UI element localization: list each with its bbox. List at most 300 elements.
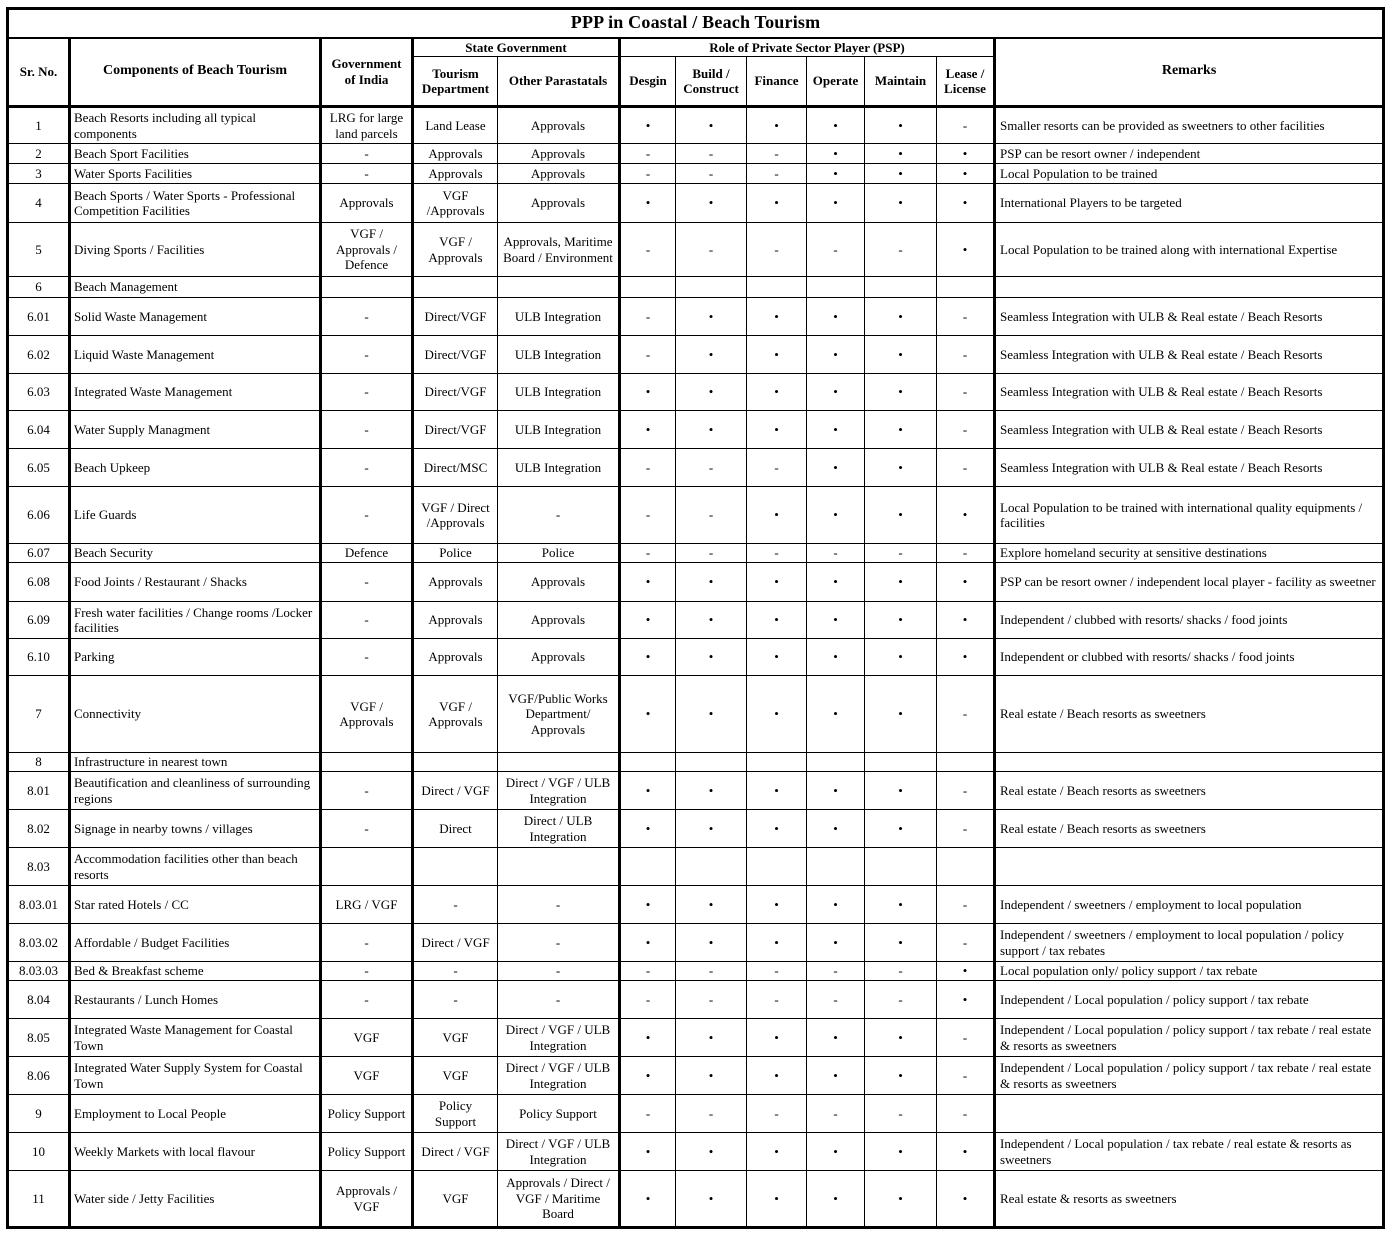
- cell-component: Signage in nearby towns / villages: [70, 810, 321, 848]
- cell-remarks: Real estate / Beach resorts as sweetners: [995, 676, 1384, 753]
- table-row: [8, 336, 1384, 374]
- cell-sr-no: 8.06: [8, 1057, 70, 1095]
- cell-component: Diving Sports / Facilities: [70, 223, 321, 277]
- cell-component: Beach Management: [70, 277, 321, 298]
- cell-remarks: Local Population to be trained along with international Expertise: [995, 223, 1384, 277]
- cell-sr-no: 8.03.03: [8, 962, 70, 981]
- cell-psp-finance: •: [747, 1171, 807, 1228]
- cell-psp-maintain: •: [865, 411, 937, 449]
- cell-psp-lease-license: •: [937, 602, 995, 639]
- cell-psp-finance: •: [747, 374, 807, 411]
- cell-psp-maintain: •: [865, 144, 937, 164]
- cell-component: Water Sports Facilities: [70, 164, 321, 184]
- cell-tourism-dept: Police: [413, 544, 498, 563]
- cell-tourism-dept: Direct/MSC: [413, 449, 498, 487]
- cell-psp-operate: [807, 848, 865, 886]
- cell-psp-design: •: [620, 374, 676, 411]
- cell-psp-build-construct: -: [676, 449, 747, 487]
- table-row: [8, 184, 1384, 223]
- cell-psp-maintain: •: [865, 1171, 937, 1228]
- cell-psp-lease-license: -: [937, 886, 995, 924]
- cell-psp-build-construct: -: [676, 144, 747, 164]
- cell-psp-build-construct: •: [676, 772, 747, 810]
- cell-psp-maintain: •: [865, 602, 937, 639]
- cell-remarks: Local Population to be trained with international quality equipments / facilities: [995, 487, 1384, 544]
- col-header-tourism-dept: Tourism Department: [413, 57, 498, 107]
- cell-other-parastatals: Police: [498, 544, 620, 563]
- cell-govt-of-india: -: [321, 924, 413, 962]
- cell-psp-operate: •: [807, 336, 865, 374]
- cell-sr-no: 1: [8, 107, 70, 144]
- cell-component: Weekly Markets with local flavour: [70, 1133, 321, 1171]
- cell-psp-design: -: [620, 336, 676, 374]
- cell-psp-design: •: [620, 1019, 676, 1057]
- cell-psp-lease-license: •: [937, 184, 995, 223]
- cell-sr-no: 5: [8, 223, 70, 277]
- cell-psp-maintain: -: [865, 962, 937, 981]
- cell-psp-design: [620, 753, 676, 772]
- cell-tourism-dept: VGF: [413, 1057, 498, 1095]
- cell-component: Employment to Local People: [70, 1095, 321, 1133]
- cell-psp-design: •: [620, 676, 676, 753]
- cell-tourism-dept: Direct / VGF: [413, 924, 498, 962]
- col-header-finance: Finance: [747, 57, 807, 107]
- cell-tourism-dept: VGF / Approvals: [413, 223, 498, 277]
- cell-psp-finance: -: [747, 962, 807, 981]
- cell-psp-design: -: [620, 449, 676, 487]
- cell-psp-maintain: •: [865, 1057, 937, 1095]
- cell-psp-lease-license: •: [937, 223, 995, 277]
- cell-tourism-dept: Direct/VGF: [413, 411, 498, 449]
- cell-other-parastatals: ULB Integration: [498, 336, 620, 374]
- cell-psp-operate: -: [807, 223, 865, 277]
- cell-psp-finance: •: [747, 107, 807, 144]
- cell-component: Life Guards: [70, 487, 321, 544]
- cell-remarks: Independent / Local population / policy support / tax rebate / real estate & resorts as sweetners: [995, 1019, 1384, 1057]
- cell-psp-finance: •: [747, 639, 807, 676]
- col-header-lease-license: Lease / License: [937, 57, 995, 107]
- cell-psp-lease-license: -: [937, 1095, 995, 1133]
- cell-remarks: Seamless Integration with ULB & Real estate / Beach Resorts: [995, 374, 1384, 411]
- cell-psp-maintain: •: [865, 676, 937, 753]
- cell-psp-build-construct: -: [676, 164, 747, 184]
- cell-component: Liquid Waste Management: [70, 336, 321, 374]
- cell-psp-maintain: -: [865, 1095, 937, 1133]
- cell-other-parastatals: Direct / ULB Integration: [498, 810, 620, 848]
- col-header-other-parastatals: Other Parastatals: [498, 57, 620, 107]
- cell-other-parastatals: [498, 753, 620, 772]
- table-row: [8, 602, 1384, 639]
- col-header-remarks: Remarks: [995, 38, 1384, 107]
- table-row: [8, 374, 1384, 411]
- cell-other-parastatals: Approvals, Maritime Board / Environment: [498, 223, 620, 277]
- cell-sr-no: 6.05: [8, 449, 70, 487]
- cell-tourism-dept: Approvals: [413, 563, 498, 602]
- cell-other-parastatals: -: [498, 487, 620, 544]
- cell-remarks: Independent / Local population / tax rebate / real estate & resorts as sweetners: [995, 1133, 1384, 1171]
- cell-psp-maintain: •: [865, 298, 937, 336]
- cell-component: Restaurants / Lunch Homes: [70, 981, 321, 1019]
- cell-sr-no: 2: [8, 144, 70, 164]
- table-row: [8, 639, 1384, 676]
- cell-tourism-dept: Direct / VGF: [413, 1133, 498, 1171]
- cell-psp-operate: •: [807, 298, 865, 336]
- cell-psp-operate: •: [807, 184, 865, 223]
- cell-govt-of-india: -: [321, 411, 413, 449]
- col-header-maintain: Maintain: [865, 57, 937, 107]
- cell-psp-maintain: •: [865, 449, 937, 487]
- table-row: [8, 487, 1384, 544]
- table-row: [8, 848, 1384, 886]
- cell-psp-design: •: [620, 924, 676, 962]
- cell-psp-build-construct: •: [676, 298, 747, 336]
- cell-psp-maintain: •: [865, 810, 937, 848]
- cell-psp-maintain: •: [865, 1133, 937, 1171]
- cell-sr-no: 6.09: [8, 602, 70, 639]
- cell-tourism-dept: Direct/VGF: [413, 374, 498, 411]
- cell-component: Integrated Water Supply System for Coastal Town: [70, 1057, 321, 1095]
- cell-psp-finance: •: [747, 336, 807, 374]
- cell-psp-lease-license: •: [937, 563, 995, 602]
- cell-tourism-dept: VGF: [413, 1019, 498, 1057]
- cell-govt-of-india: [321, 753, 413, 772]
- cell-govt-of-india: -: [321, 144, 413, 164]
- cell-psp-build-construct: -: [676, 223, 747, 277]
- cell-other-parastatals: ULB Integration: [498, 449, 620, 487]
- table-row: [8, 924, 1384, 962]
- cell-psp-design: -: [620, 487, 676, 544]
- cell-component: Parking: [70, 639, 321, 676]
- cell-govt-of-india: Approvals / VGF: [321, 1171, 413, 1228]
- cell-psp-lease-license: •: [937, 164, 995, 184]
- cell-psp-design: -: [620, 544, 676, 563]
- cell-psp-design: -: [620, 1095, 676, 1133]
- cell-psp-build-construct: -: [676, 981, 747, 1019]
- cell-tourism-dept: Land Lease: [413, 107, 498, 144]
- cell-component: Beach Sport Facilities: [70, 144, 321, 164]
- cell-govt-of-india: Policy Support: [321, 1095, 413, 1133]
- cell-psp-design: •: [620, 1057, 676, 1095]
- cell-sr-no: 8.03: [8, 848, 70, 886]
- cell-govt-of-india: VGF: [321, 1019, 413, 1057]
- cell-psp-operate: •: [807, 772, 865, 810]
- page-title: PPP in Coastal / Beach Tourism: [8, 9, 1384, 38]
- cell-other-parastatals: Approvals: [498, 184, 620, 223]
- cell-tourism-dept: Direct/VGF: [413, 298, 498, 336]
- table-row: [8, 298, 1384, 336]
- cell-psp-maintain: •: [865, 1019, 937, 1057]
- cell-psp-operate: •: [807, 164, 865, 184]
- cell-psp-design: -: [620, 981, 676, 1019]
- cell-other-parastatals: Direct / VGF / ULB Integration: [498, 772, 620, 810]
- cell-remarks: Seamless Integration with ULB & Real estate / Beach Resorts: [995, 298, 1384, 336]
- cell-component: Integrated Waste Management: [70, 374, 321, 411]
- cell-psp-maintain: •: [865, 487, 937, 544]
- cell-component: Beach Resorts including all typical components: [70, 107, 321, 144]
- cell-govt-of-india: Defence: [321, 544, 413, 563]
- cell-psp-operate: •: [807, 639, 865, 676]
- cell-remarks: Seamless Integration with ULB & Real estate / Beach Resorts: [995, 411, 1384, 449]
- cell-govt-of-india: -: [321, 810, 413, 848]
- ppp-beach-tourism-table: [6, 7, 1385, 1229]
- cell-sr-no: 7: [8, 676, 70, 753]
- col-header-sr-no: Sr. No.: [8, 38, 70, 107]
- cell-psp-design: •: [620, 563, 676, 602]
- cell-govt-of-india: -: [321, 336, 413, 374]
- table-row: [8, 753, 1384, 772]
- cell-psp-build-construct: -: [676, 487, 747, 544]
- cell-psp-operate: [807, 753, 865, 772]
- cell-psp-finance: •: [747, 886, 807, 924]
- table-row: [8, 449, 1384, 487]
- table-row: [8, 411, 1384, 449]
- cell-tourism-dept: Direct: [413, 810, 498, 848]
- cell-sr-no: 9: [8, 1095, 70, 1133]
- cell-psp-lease-license: [937, 277, 995, 298]
- cell-psp-lease-license: -: [937, 336, 995, 374]
- header-group-row: [8, 38, 1384, 57]
- cell-psp-maintain: •: [865, 886, 937, 924]
- cell-psp-lease-license: -: [937, 924, 995, 962]
- cell-sr-no: 8: [8, 753, 70, 772]
- cell-psp-build-construct: [676, 277, 747, 298]
- cell-component: Infrastructure in nearest town: [70, 753, 321, 772]
- cell-psp-design: •: [620, 639, 676, 676]
- cell-psp-operate: -: [807, 981, 865, 1019]
- cell-remarks: Seamless Integration with ULB & Real estate / Beach Resorts: [995, 336, 1384, 374]
- table-row: [8, 144, 1384, 164]
- cell-other-parastatals: Direct / VGF / ULB Integration: [498, 1133, 620, 1171]
- cell-psp-lease-license: -: [937, 107, 995, 144]
- cell-psp-maintain: -: [865, 223, 937, 277]
- cell-psp-finance: [747, 753, 807, 772]
- cell-psp-maintain: -: [865, 544, 937, 563]
- cell-component: Integrated Waste Management for Coastal Town: [70, 1019, 321, 1057]
- cell-psp-operate: -: [807, 962, 865, 981]
- cell-other-parastatals: ULB Integration: [498, 411, 620, 449]
- cell-psp-finance: •: [747, 184, 807, 223]
- cell-govt-of-india: -: [321, 487, 413, 544]
- cell-psp-operate: •: [807, 449, 865, 487]
- cell-other-parastatals: -: [498, 962, 620, 981]
- cell-psp-maintain: •: [865, 164, 937, 184]
- cell-psp-finance: •: [747, 1133, 807, 1171]
- table-row: [8, 277, 1384, 298]
- cell-psp-maintain: •: [865, 924, 937, 962]
- cell-psp-design: •: [620, 107, 676, 144]
- cell-psp-build-construct: •: [676, 563, 747, 602]
- cell-psp-lease-license: •: [937, 487, 995, 544]
- cell-psp-design: •: [620, 886, 676, 924]
- cell-psp-maintain: [865, 848, 937, 886]
- cell-sr-no: 10: [8, 1133, 70, 1171]
- cell-sr-no: 6: [8, 277, 70, 298]
- cell-psp-maintain: •: [865, 107, 937, 144]
- cell-other-parastatals: Direct / VGF / ULB Integration: [498, 1019, 620, 1057]
- cell-other-parastatals: Policy Support: [498, 1095, 620, 1133]
- cell-psp-finance: •: [747, 487, 807, 544]
- cell-govt-of-india: -: [321, 602, 413, 639]
- cell-sr-no: 8.03.01: [8, 886, 70, 924]
- cell-psp-operate: •: [807, 374, 865, 411]
- cell-psp-finance: -: [747, 144, 807, 164]
- cell-psp-operate: •: [807, 676, 865, 753]
- cell-psp-design: •: [620, 772, 676, 810]
- table-row: [8, 962, 1384, 981]
- cell-psp-design: •: [620, 810, 676, 848]
- cell-govt-of-india: LRG / VGF: [321, 886, 413, 924]
- cell-remarks: PSP can be resort owner / independent: [995, 144, 1384, 164]
- cell-psp-design: •: [620, 1133, 676, 1171]
- table-row: [8, 1133, 1384, 1171]
- cell-psp-operate: •: [807, 107, 865, 144]
- cell-psp-finance: •: [747, 563, 807, 602]
- cell-other-parastatals: Approvals: [498, 164, 620, 184]
- cell-psp-operate: •: [807, 563, 865, 602]
- cell-sr-no: 6.01: [8, 298, 70, 336]
- cell-component: Beach Sports / Water Sports - Professional Competition Facilities: [70, 184, 321, 223]
- cell-psp-build-construct: •: [676, 336, 747, 374]
- cell-tourism-dept: -: [413, 962, 498, 981]
- cell-component: Solid Waste Management: [70, 298, 321, 336]
- cell-psp-build-construct: •: [676, 374, 747, 411]
- cell-psp-finance: •: [747, 772, 807, 810]
- cell-psp-finance: •: [747, 1057, 807, 1095]
- cell-psp-build-construct: •: [676, 1057, 747, 1095]
- cell-component: Fresh water facilities / Change rooms /Locker facilities: [70, 602, 321, 639]
- cell-psp-operate: •: [807, 924, 865, 962]
- cell-psp-maintain: [865, 277, 937, 298]
- cell-psp-finance: •: [747, 602, 807, 639]
- table-row: [8, 1057, 1384, 1095]
- table-body: [8, 107, 1384, 1228]
- cell-psp-lease-license: •: [937, 639, 995, 676]
- cell-component: Bed & Breakfast scheme: [70, 962, 321, 981]
- cell-sr-no: 8.01: [8, 772, 70, 810]
- cell-other-parastatals: ULB Integration: [498, 374, 620, 411]
- cell-psp-finance: •: [747, 924, 807, 962]
- cell-psp-finance: •: [747, 1019, 807, 1057]
- cell-other-parastatals: -: [498, 924, 620, 962]
- cell-psp-maintain: •: [865, 772, 937, 810]
- cell-psp-finance: -: [747, 544, 807, 563]
- group-header-state-government: State Government: [413, 38, 620, 57]
- cell-psp-build-construct: •: [676, 924, 747, 962]
- cell-other-parastatals: Approvals / Direct / VGF / Maritime Board: [498, 1171, 620, 1228]
- cell-remarks: Real estate & resorts as sweetners: [995, 1171, 1384, 1228]
- cell-psp-operate: [807, 277, 865, 298]
- cell-govt-of-india: VGF / Approvals / Defence: [321, 223, 413, 277]
- cell-remarks: Real estate / Beach resorts as sweetners: [995, 772, 1384, 810]
- cell-govt-of-india: Approvals: [321, 184, 413, 223]
- cell-other-parastatals: Approvals: [498, 107, 620, 144]
- cell-psp-lease-license: •: [937, 981, 995, 1019]
- title-row: [8, 9, 1384, 38]
- col-header-govt-of-india: Government of India: [321, 38, 413, 107]
- cell-tourism-dept: Approvals: [413, 639, 498, 676]
- cell-psp-operate: -: [807, 544, 865, 563]
- cell-govt-of-india: [321, 277, 413, 298]
- cell-other-parastatals: [498, 277, 620, 298]
- cell-psp-finance: [747, 848, 807, 886]
- cell-other-parastatals: Approvals: [498, 602, 620, 639]
- cell-tourism-dept: [413, 277, 498, 298]
- table-row: [8, 886, 1384, 924]
- table-row: [8, 107, 1384, 144]
- cell-psp-operate: •: [807, 602, 865, 639]
- cell-psp-maintain: •: [865, 563, 937, 602]
- cell-psp-design: [620, 277, 676, 298]
- cell-psp-build-construct: •: [676, 639, 747, 676]
- cell-psp-finance: -: [747, 1095, 807, 1133]
- cell-psp-maintain: •: [865, 639, 937, 676]
- cell-component: Beautification and cleanliness of surrounding regions: [70, 772, 321, 810]
- cell-psp-design: •: [620, 602, 676, 639]
- cell-sr-no: 8.05: [8, 1019, 70, 1057]
- cell-other-parastatals: Direct / VGF / ULB Integration: [498, 1057, 620, 1095]
- cell-remarks: Independent / Local population / policy support / tax rebate / real estate & resorts as sweetners: [995, 1057, 1384, 1095]
- cell-remarks: [995, 848, 1384, 886]
- table-row: [8, 1095, 1384, 1133]
- cell-sr-no: 11: [8, 1171, 70, 1228]
- cell-govt-of-india: LRG for large land parcels: [321, 107, 413, 144]
- cell-psp-build-construct: -: [676, 1095, 747, 1133]
- table-row: [8, 544, 1384, 563]
- table-row: [8, 676, 1384, 753]
- cell-psp-build-construct: •: [676, 886, 747, 924]
- cell-component: Accommodation facilities other than beach resorts: [70, 848, 321, 886]
- cell-psp-operate: •: [807, 487, 865, 544]
- cell-psp-operate: •: [807, 144, 865, 164]
- cell-remarks: Real estate / Beach resorts as sweetners: [995, 810, 1384, 848]
- cell-psp-lease-license: -: [937, 544, 995, 563]
- cell-psp-lease-license: -: [937, 1019, 995, 1057]
- cell-tourism-dept: Approvals: [413, 144, 498, 164]
- cell-psp-finance: -: [747, 164, 807, 184]
- cell-psp-finance: •: [747, 298, 807, 336]
- cell-psp-maintain: •: [865, 336, 937, 374]
- cell-other-parastatals: [498, 848, 620, 886]
- cell-psp-finance: •: [747, 810, 807, 848]
- cell-other-parastatals: -: [498, 981, 620, 1019]
- cell-psp-lease-license: -: [937, 411, 995, 449]
- col-header-build-construct: Build / Construct: [676, 57, 747, 107]
- cell-govt-of-india: -: [321, 962, 413, 981]
- cell-psp-lease-license: -: [937, 374, 995, 411]
- cell-psp-build-construct: •: [676, 602, 747, 639]
- cell-psp-build-construct: •: [676, 810, 747, 848]
- table-row: [8, 164, 1384, 184]
- cell-component: Connectivity: [70, 676, 321, 753]
- cell-sr-no: 6.07: [8, 544, 70, 563]
- cell-sr-no: 8.02: [8, 810, 70, 848]
- cell-remarks: Seamless Integration with ULB & Real estate / Beach Resorts: [995, 449, 1384, 487]
- cell-psp-lease-license: •: [937, 962, 995, 981]
- cell-other-parastatals: ULB Integration: [498, 298, 620, 336]
- cell-tourism-dept: Approvals: [413, 602, 498, 639]
- table-row: [8, 563, 1384, 602]
- cell-psp-lease-license: -: [937, 449, 995, 487]
- cell-govt-of-india: Policy Support: [321, 1133, 413, 1171]
- cell-psp-finance: -: [747, 223, 807, 277]
- cell-psp-lease-license: -: [937, 810, 995, 848]
- cell-remarks: Independent / Local population / policy support / tax rebate: [995, 981, 1384, 1019]
- cell-component: Water side / Jetty Facilities: [70, 1171, 321, 1228]
- cell-psp-operate: •: [807, 1133, 865, 1171]
- table-row: [8, 1019, 1384, 1057]
- cell-remarks: [995, 753, 1384, 772]
- cell-psp-lease-license: •: [937, 1133, 995, 1171]
